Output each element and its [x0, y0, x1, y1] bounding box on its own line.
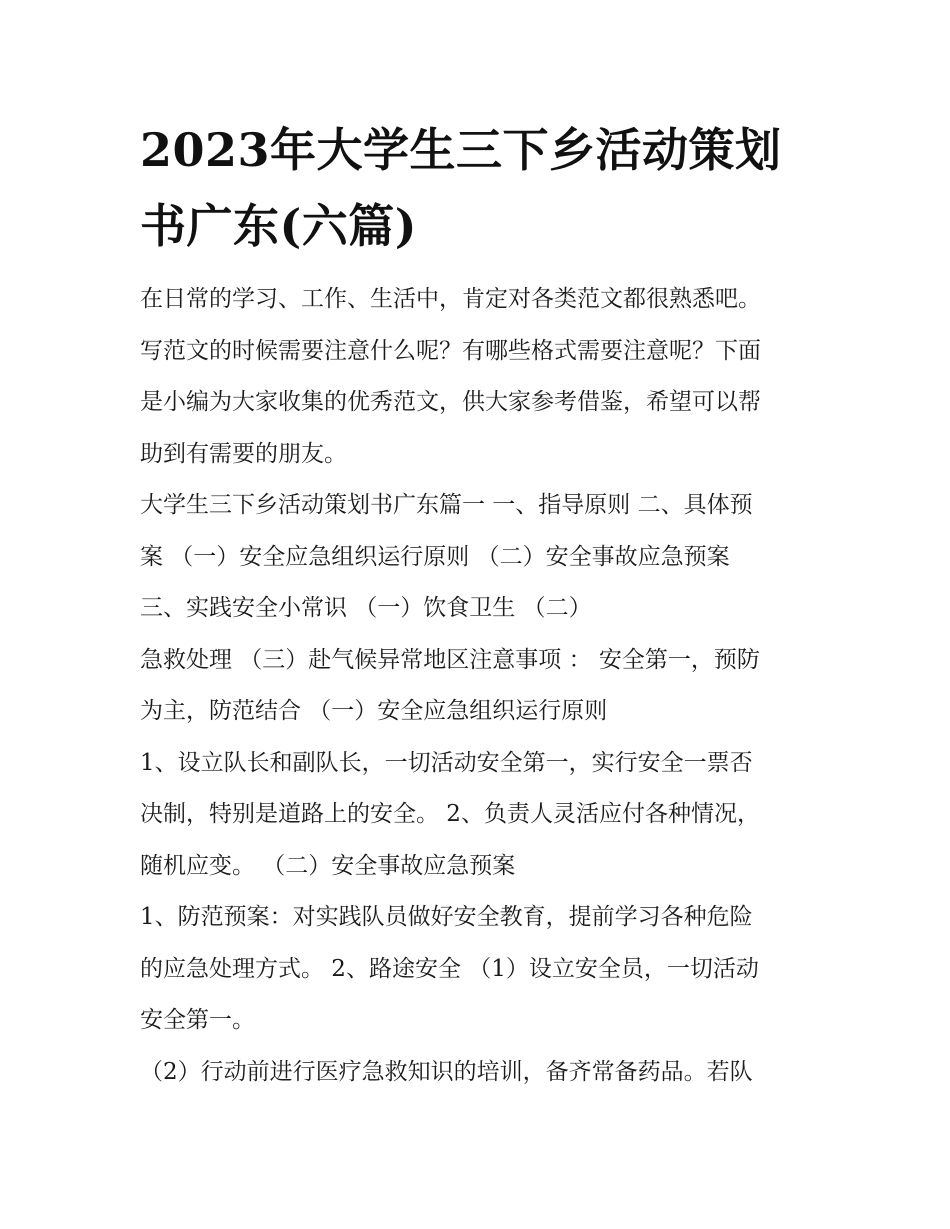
text-line: 1、设立队长和副队长，一切活动安全第一，实行安全一票否 — [140, 749, 753, 776]
text-line: 案 （一）安全应急组织运行原则 （二）安全事故应急预案 — [140, 543, 730, 570]
text-line: 的应急处理方式。 2、路途安全 （1）设立安全员，一切活动 — [140, 955, 759, 982]
text-line: （2）行动前进行医疗急救知识的培训，备齐常备药品。若队 — [140, 1058, 753, 1085]
paragraph-intro — [140, 274, 820, 480]
document-body — [140, 274, 820, 1098]
document-page — [140, 112, 820, 1098]
text-line: 三、实践安全小常识 （一）饮食卫生 （二） — [140, 595, 592, 621]
text-line: 安全第一。 — [140, 1007, 255, 1033]
text-line: 为主，防范结合 （一）安全应急组织运行原则 — [140, 698, 608, 724]
text-line: 随机应变。 （二）安全事故应急预案 — [140, 852, 516, 879]
text-line: 助到有需要的朋友。 — [140, 440, 347, 467]
document-title — [140, 112, 820, 264]
text-line: 急救处理 （三）赴气候异常地区注意事项 ： 安全第一，预防 — [140, 646, 760, 673]
text-line: 是小编为大家收集的优秀范文，供大家参考借鉴，希望可以帮 — [140, 389, 761, 415]
paragraph-outline — [140, 480, 820, 635]
paragraph-medical — [140, 1047, 820, 1099]
paragraph-principle — [140, 635, 820, 738]
title-line: 书广东(六篇) — [140, 199, 418, 253]
text-line: 大学生三下乡活动策划书广东篇一 一、指导原则 二、具体预 — [140, 492, 753, 518]
text-line: 写范文的时候需要注意什么呢？有哪些格式需要注意呢？下面 — [140, 337, 761, 364]
text-line: 1、防范预案：对实践队员做好安全教育，提前学习各种危险 — [140, 904, 753, 930]
paragraph-leaders — [140, 738, 820, 893]
paragraph-prevention — [140, 892, 820, 1047]
title-line: 2023年大学生三下乡活动策划 — [140, 123, 782, 177]
text-line: 在日常的学习、工作、生活中，肯定对各类范文都很熟悉吧。 — [140, 286, 761, 312]
text-line: 决制，特别是道路上的安全。 2、负责人灵活应付各种情况， — [140, 801, 760, 827]
